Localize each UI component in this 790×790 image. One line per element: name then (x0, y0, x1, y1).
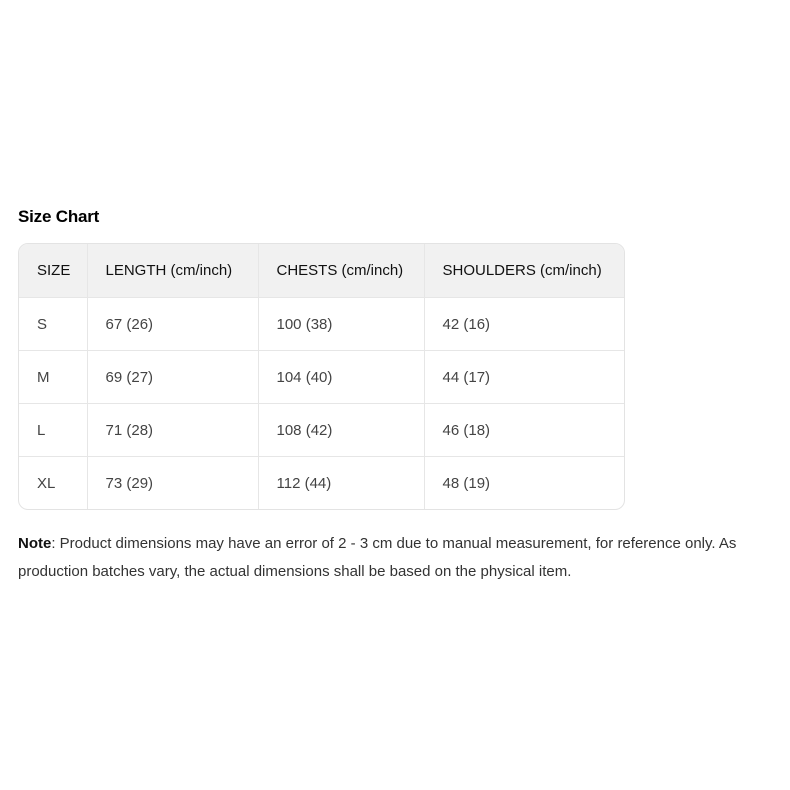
cell-length: 71 (28) (87, 404, 258, 457)
header-length: LENGTH (cm/inch) (87, 244, 258, 298)
table-row (19, 298, 624, 351)
header-shoulders: SHOULDERS (cm/inch) (424, 244, 624, 298)
cell-length: 69 (27) (87, 351, 258, 404)
cell-chests: 104 (40) (258, 351, 424, 404)
note-text: : Product dimensions may have an error of 2 - 3 cm due to manual measurement, for reference only. As production batches vary, the actual dimensions shall be based on the physical item. (18, 535, 737, 580)
cell-length: 73 (29) (87, 457, 258, 510)
cell-shoulders: 46 (18) (424, 404, 624, 457)
cell-shoulders: 42 (16) (424, 298, 624, 351)
cell-length: 67 (26) (87, 298, 258, 351)
cell-chests: 112 (44) (258, 457, 424, 510)
cell-chests: 100 (38) (258, 298, 424, 351)
table-row (19, 351, 624, 404)
table-header-row (19, 244, 624, 298)
size-chart-title: Size Chart (18, 207, 100, 226)
cell-shoulders: 44 (17) (424, 351, 624, 404)
cell-shoulders: 48 (19) (442, 474, 491, 492)
cell-size: M (19, 351, 87, 404)
table-row (19, 404, 624, 457)
header-size: SIZE (19, 244, 87, 298)
note-paragraph (18, 530, 788, 586)
header-chests: CHESTS (cm/inch) (258, 244, 424, 298)
cell-size: L (19, 404, 87, 457)
cell-size: S (19, 298, 87, 351)
cell-chests: 108 (42) (258, 404, 424, 457)
table-row (19, 457, 624, 510)
size-chart-table (18, 243, 625, 510)
cell-size: XL (19, 457, 87, 510)
note-label: Note (18, 535, 52, 552)
